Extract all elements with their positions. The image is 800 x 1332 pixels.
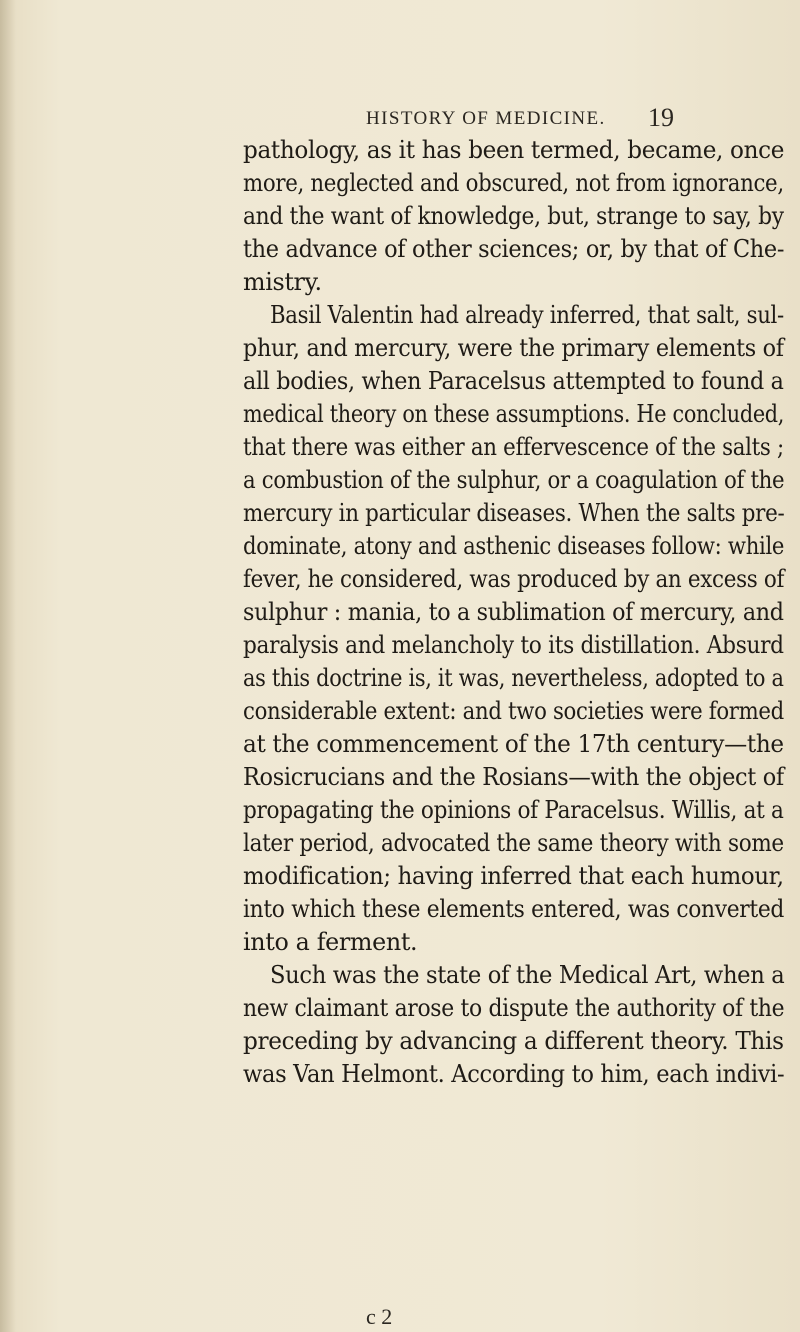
text-line: mistry. (243, 268, 322, 296)
text-line: Rosicrucians and the Rosians—with the object of (243, 763, 784, 791)
text-line: propagating the opinions of Paracelsus. Willis, at a (243, 796, 784, 824)
text-line: at the commencement of the 17th century—the (243, 730, 784, 758)
text-line: a combustion of the sulphur, or a coagulation of the (243, 466, 785, 494)
signature-mark: c 2 (366, 1304, 393, 1329)
text-line: paralysis and melancholy to its distillation. Absurd (243, 631, 784, 659)
text-line: and the want of knowledge, but, strange to say, by (243, 202, 784, 230)
binding-shadow (0, 0, 16, 1332)
text-line: phur, and mercury, were the primary elements of (243, 334, 784, 362)
text-line: Such was the state of the Medical Art, when a (270, 961, 785, 989)
text-line: considerable extent: and two societies were formed (243, 697, 784, 725)
text-line: more, neglected and obscured, not from ignorance, (243, 169, 784, 197)
text-line: that there was either an effervescence of the salts ; (243, 433, 784, 461)
text-line: all bodies, when Paracelsus attempted to found a (243, 367, 784, 395)
text-line: into a ferment. (243, 928, 418, 956)
text-line: preceding by advancing a different theory. This (243, 1027, 784, 1055)
running-head: HISTORY OF MEDICINE. (366, 108, 606, 129)
text-line: sulphur : mania, to a sublimation of mercury, and (243, 598, 784, 626)
page-number: 19 (648, 103, 674, 132)
text-line: modification; having inferred that each humour, (243, 862, 784, 890)
text-line: mercury in particular diseases. When the salts pre- (243, 499, 785, 527)
text-line: dominate, atony and asthenic diseases follow: while (243, 532, 785, 560)
text-line: new claimant arose to dispute the authority of the (243, 994, 785, 1022)
text-line: as this doctrine is, it was, nevertheless, adopted to a (243, 664, 784, 692)
page-header (0, 100, 800, 136)
text-line: medical theory on these assumptions. He concluded, (243, 400, 785, 428)
text-line: was Van Helmont. According to him, each indivi- (243, 1060, 785, 1088)
text-line: pathology, as it has been termed, became, once (243, 136, 785, 164)
text-line: later period, advocated the same theory with some (243, 829, 784, 857)
text-line: the advance of other sciences; or, by that of Che- (243, 235, 785, 263)
text-line: Basil Valentin had already inferred, that salt, sul- (270, 301, 784, 329)
text-line: fever, he considered, was produced by an excess of (243, 565, 785, 593)
text-line: into which these elements entered, was converted (243, 895, 785, 923)
